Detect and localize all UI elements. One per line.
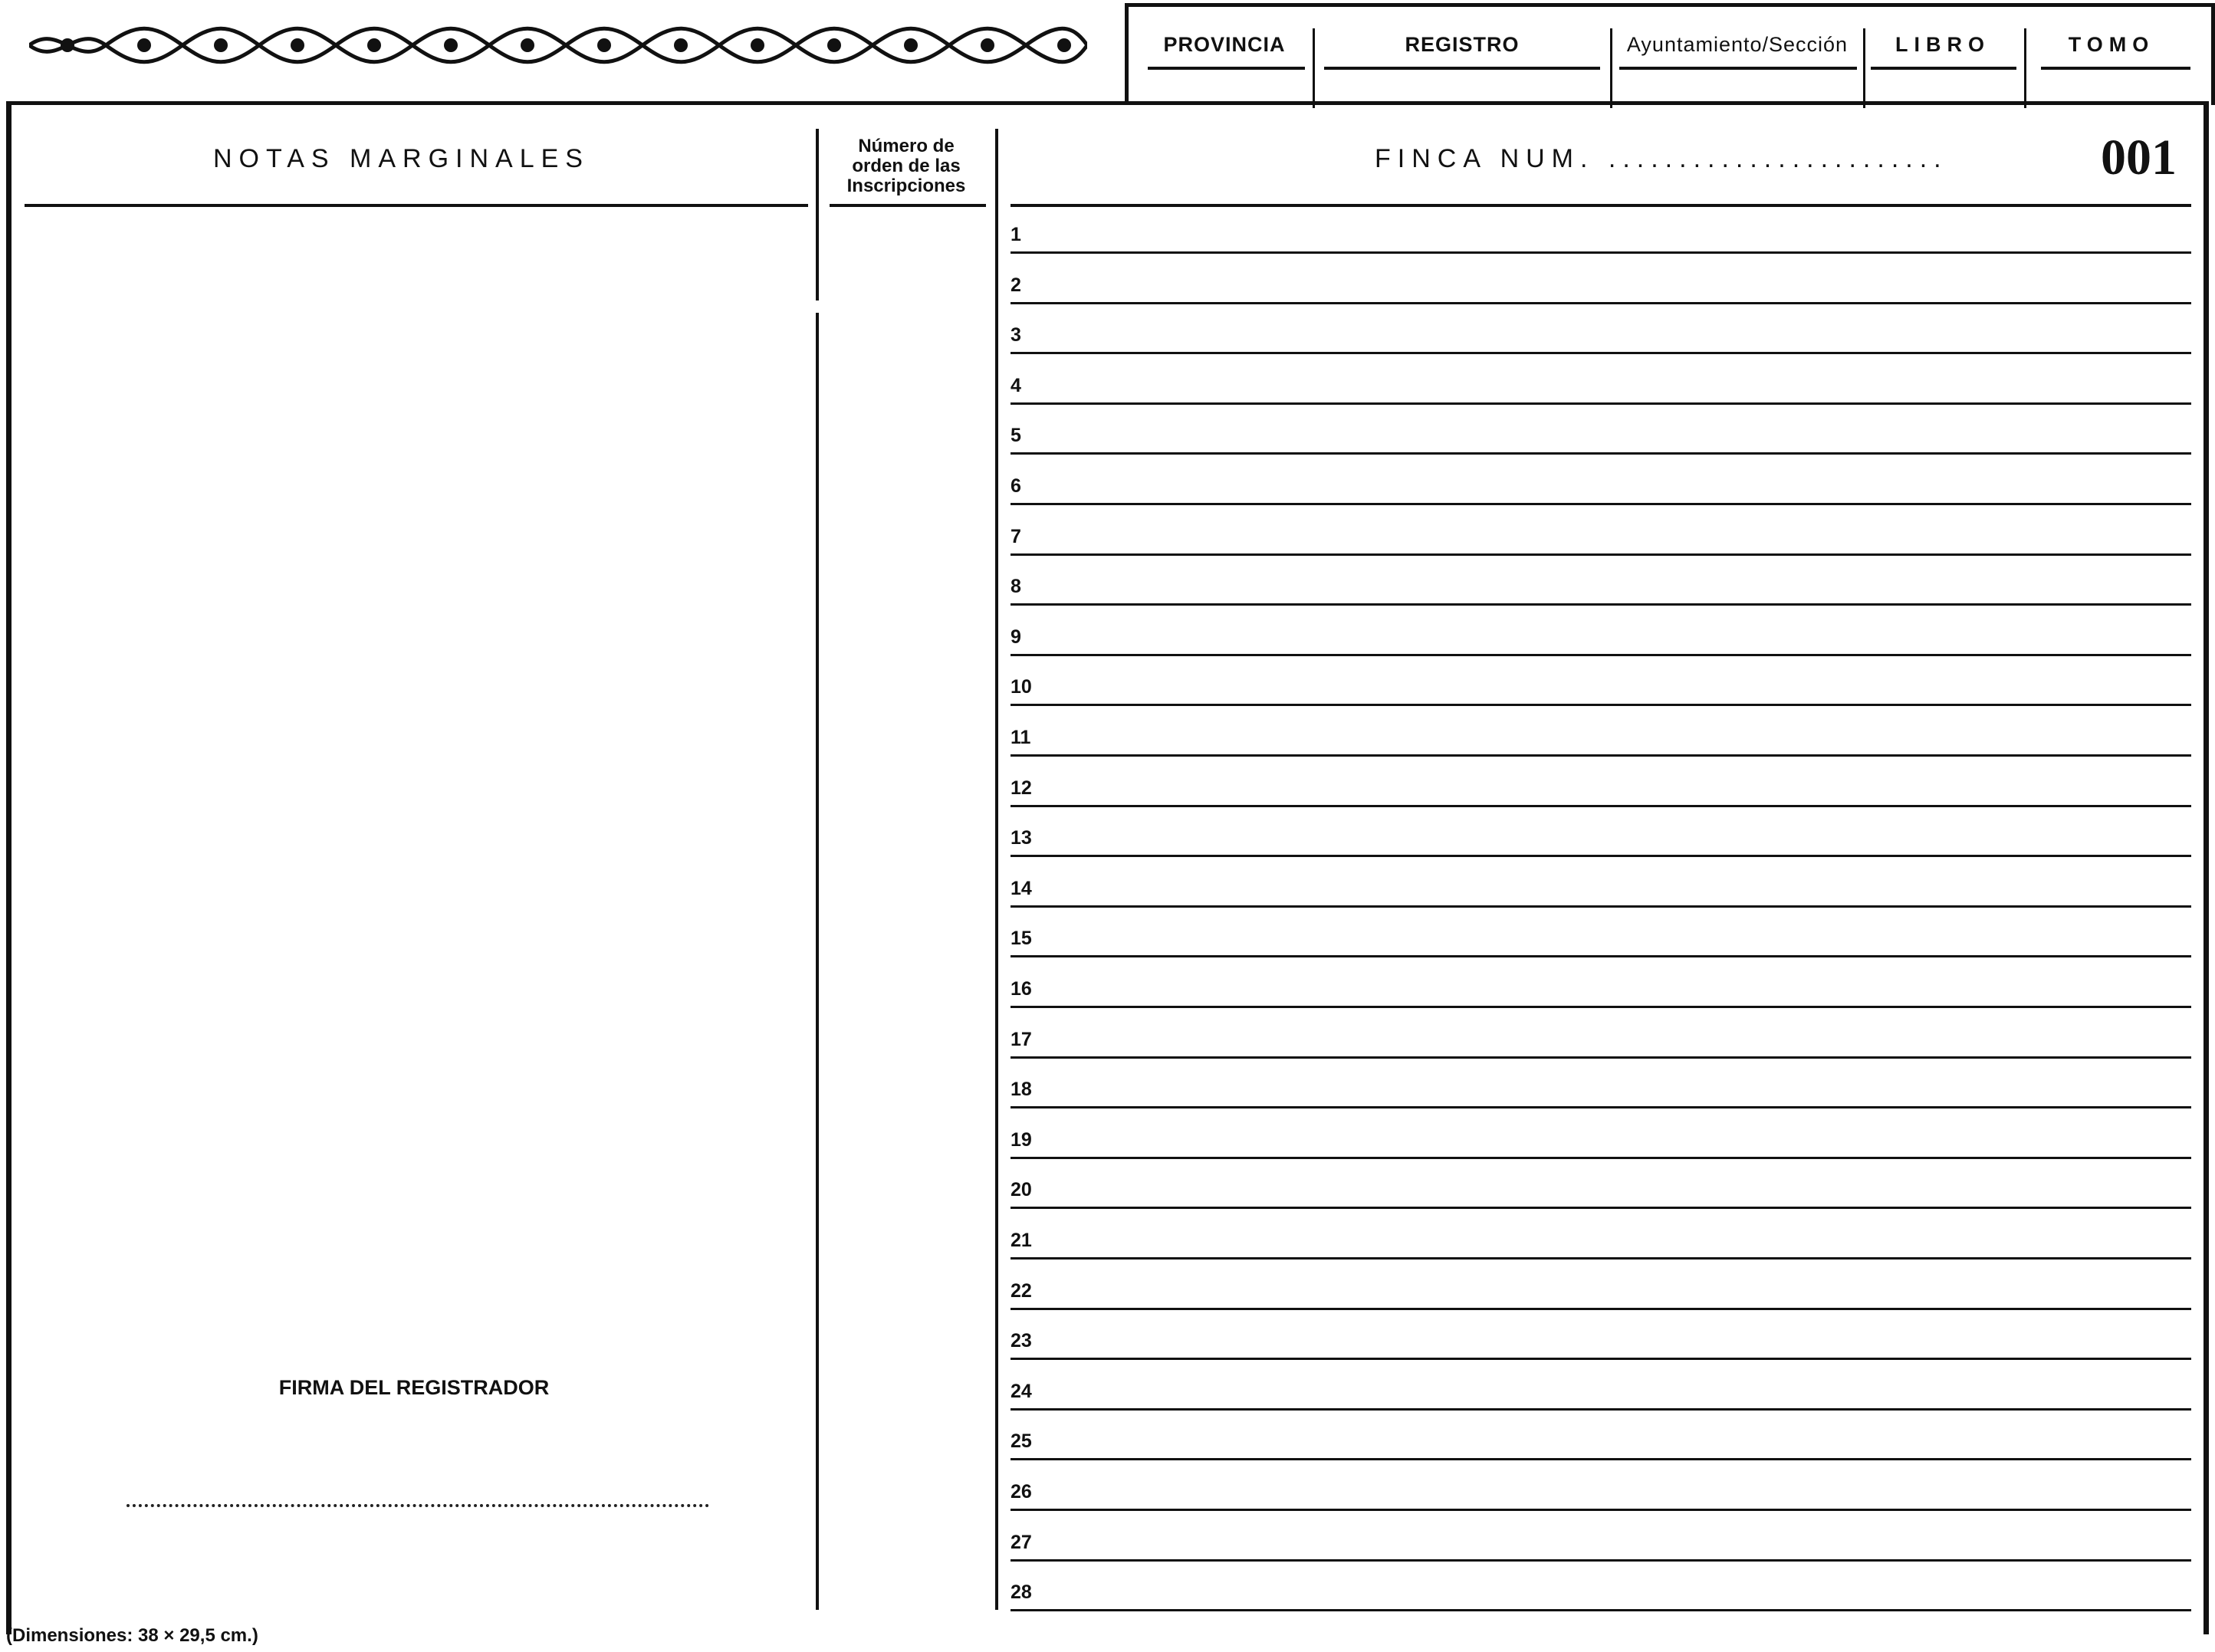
row-number: 17 (1011, 1028, 1032, 1050)
inscription-line[interactable] (1011, 452, 2191, 455)
inscription-line[interactable] (1011, 1509, 2191, 1511)
inscription-line[interactable] (1011, 1257, 2191, 1260)
row-number: 3 (1011, 324, 1021, 346)
row-number: 21 (1011, 1230, 1032, 1251)
header-separator (1313, 28, 1315, 108)
inscription-line[interactable] (1011, 603, 2191, 606)
inscription-line[interactable] (1011, 352, 2191, 354)
inscription-line[interactable] (1011, 1358, 2191, 1360)
column-divider (995, 129, 998, 1610)
inscription-line[interactable] (1011, 1106, 2191, 1108)
ayuntamiento-field-line[interactable] (1619, 67, 1857, 70)
row-number: 7 (1011, 525, 1021, 547)
row-number: 23 (1011, 1330, 1032, 1352)
column-divider (816, 129, 819, 301)
row-number: 19 (1011, 1128, 1032, 1151)
dimensions-note: (Dimensiones: 38 × 29,5 cm.) (6, 1625, 258, 1646)
inscription-line[interactable] (1011, 302, 2191, 304)
header-separator (2024, 28, 2026, 108)
row-number: 9 (1011, 626, 1021, 648)
row-number: 6 (1011, 475, 1021, 497)
row-number: 2 (1011, 274, 1021, 296)
finca-header-rule (1011, 204, 2191, 207)
row-number: 12 (1011, 777, 1032, 799)
finca-num-label: FINCA NUM. ........................ (1375, 144, 1948, 173)
firma-registrador-label: FIRMA DEL REGISTRADOR (278, 1376, 550, 1399)
tomo-label: TOMO (2068, 33, 2155, 56)
row-number: 5 (1011, 425, 1021, 447)
inscription-line[interactable] (1011, 402, 2191, 405)
inscription-line[interactable] (1011, 503, 2191, 505)
header-separator (1863, 28, 1865, 108)
inscription-line[interactable] (1011, 1157, 2191, 1159)
firma-signature-line[interactable] (127, 1504, 709, 1507)
libro-label: LIBRO (1895, 33, 1990, 56)
registro-field-line[interactable] (1324, 67, 1600, 70)
row-number: 18 (1011, 1079, 1032, 1101)
inscription-line[interactable] (1011, 1207, 2191, 1209)
row-number: 26 (1011, 1481, 1032, 1503)
finca-number: 001 (2101, 130, 2177, 186)
row-number: 22 (1011, 1279, 1032, 1302)
tomo-field-line[interactable] (2041, 67, 2190, 70)
main-frame (6, 101, 2209, 1634)
registro-label: REGISTRO (1405, 33, 1520, 56)
inscription-line[interactable] (1011, 251, 2191, 254)
column-divider (816, 313, 819, 1610)
inscription-line[interactable] (1011, 805, 2191, 807)
inscription-line[interactable] (1011, 1408, 2191, 1411)
inscription-line[interactable] (1011, 955, 2191, 957)
inscription-line[interactable] (1011, 553, 2191, 556)
inscription-line[interactable] (1011, 1056, 2191, 1059)
header-separator (1610, 28, 1612, 108)
row-number: 11 (1011, 727, 1031, 748)
row-number: 24 (1011, 1380, 1032, 1402)
inscription-line[interactable] (1011, 654, 2191, 656)
inscription-line[interactable] (1011, 754, 2191, 757)
row-number: 28 (1011, 1581, 1032, 1604)
inscription-line[interactable] (1011, 1308, 2191, 1310)
orden-header-line-1: Número de (858, 136, 955, 156)
orden-inscripciones-header (830, 136, 983, 196)
row-number: 10 (1011, 676, 1032, 698)
orden-header-line-3: Inscripciones (846, 176, 966, 196)
row-number: 4 (1011, 374, 1021, 396)
provincia-field-line[interactable] (1148, 67, 1305, 70)
row-number: 8 (1011, 576, 1021, 598)
row-number: 27 (1011, 1531, 1032, 1553)
inscription-line[interactable] (1011, 1609, 2191, 1611)
row-number: 15 (1011, 928, 1032, 950)
row-number: 1 (1011, 224, 1021, 245)
inscription-line[interactable] (1011, 704, 2191, 706)
row-number: 20 (1011, 1179, 1032, 1201)
provincia-label: PROVINCIA (1163, 33, 1286, 56)
libro-field-line[interactable] (1871, 67, 2016, 70)
row-number: 16 (1011, 978, 1032, 1000)
notas-marginales-title: NOTAS MARGINALES (213, 144, 590, 173)
notas-header-rule (25, 204, 808, 207)
row-number: 25 (1011, 1430, 1032, 1453)
register-header (1125, 3, 2215, 105)
inscription-line[interactable] (1011, 1559, 2191, 1562)
row-number: 13 (1011, 827, 1032, 849)
row-number: 14 (1011, 877, 1032, 899)
inscription-line[interactable] (1011, 1006, 2191, 1008)
orden-header-rule (830, 204, 986, 207)
inscription-line[interactable] (1011, 1458, 2191, 1460)
orden-header-line-2: orden de las (852, 156, 961, 176)
inscription-line[interactable] (1011, 855, 2191, 857)
ornament-band (29, 23, 1087, 67)
inscription-line[interactable] (1011, 905, 2191, 908)
ayuntamiento-label: Ayuntamiento/Sección (1626, 33, 1849, 56)
